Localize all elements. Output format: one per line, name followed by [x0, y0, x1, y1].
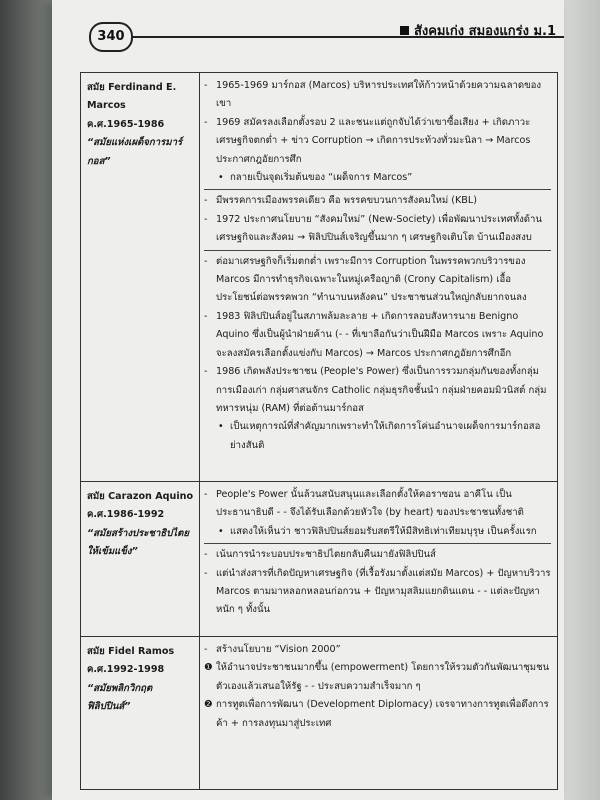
bullet-marker: -	[204, 644, 208, 655]
sub-bullet-item	[204, 418, 551, 455]
bullet-text: เป็นเหตุการณ์ที่สำคัญมากเพราะทำให้เกิดการโค่นอำนาจเผด็จการมาร์กอสอย่างสันติ	[230, 421, 541, 451]
bullet-text: การทูตเพื่อการพัฒนา (Development Diplomacy) เจรจาทางการทูตเพื่อดึงการค้า + การลงทุนมาสู่ประเทศ	[216, 699, 549, 729]
bullet-text: People's Power นั้นล้วนสนับสนุนและเลือกตั้งให้คอราซอน อาคีโน เป็นประธานาธิบดี - - จึงได้รับเลือกด้วยหัวใจ (by heart) ของประชาชนทั้งชาติ	[216, 489, 524, 519]
row-divider	[204, 189, 551, 190]
content-cell	[200, 637, 558, 790]
era-years: ค.ศ.1986-1992	[87, 509, 165, 521]
bullet-marker: •	[218, 525, 224, 537]
bullet-item	[204, 192, 551, 210]
bullet-item	[204, 696, 551, 733]
bullet-item	[204, 211, 551, 248]
bullet-item	[204, 546, 551, 564]
running-header	[400, 20, 556, 41]
bullet-marker: -	[204, 255, 208, 267]
sub-bullet-item	[204, 523, 551, 541]
era-cell	[81, 482, 200, 637]
bullet-text: ให้อำนาจประชาชนมากขึ้น (empowerment) โดยการให้รวมตัวกันพัฒนาชุมชนตัวเองแล้วเสนอให้รัฐ - - ประสบความสำเร็จมาก ๆ	[216, 662, 550, 692]
bullet-text: สร้างนโยบาย “Vision 2000”	[216, 644, 341, 655]
number-marker-icon: ❶	[204, 662, 213, 674]
bullet-item	[204, 565, 551, 620]
bullet-text: ต่อมาเศรษฐกิจก็เริ่มตกต่ำ เพราะมีการ Corruption ในพรรคพวกบริวารของ Marcos มีการทำธุรกิจเฉพาะในหมู่เครือญาติ (Crony Capitalism) เอื้อประโยชน์ต่อพรรคพวก “ทำนาบนหลังคน” ประชาชนส่วนใหญ่กลับยากจนลง	[216, 255, 527, 304]
bullet-item	[204, 659, 551, 696]
content-cell	[200, 73, 558, 482]
next-page-edge	[560, 0, 600, 800]
bullet-item	[204, 363, 551, 418]
bullet-item	[204, 77, 551, 114]
square-bullet-icon	[400, 26, 409, 35]
table-row	[81, 482, 558, 637]
bullet-marker: -	[204, 310, 208, 322]
era-slogan: “สมัยแห่งเผด็จการมาร์กอส”	[87, 137, 183, 167]
bullet-marker: -	[204, 213, 208, 225]
bullet-marker: •	[218, 172, 224, 184]
bullet-text: แต่นำส่งสารที่เกิดปัญหาเศรษฐกิจ (ที่เรื้อรังมาตั้งแต่สมัย Marcos) + ปัญหาบริวาร Marcos ตามมาหลอกหลอนก่อกวน + ปัญหามุสลิมแยกดินแดน - - แต่ละปัญหาหนัก ๆ ทั้งนั้น	[216, 567, 551, 616]
table-row	[81, 637, 558, 790]
bullet-text: แสดงให้เห็นว่า ชาวฟิลิปปินส์ยอมรับสตรีให้มีสิทธิเท่าเทียมบุรุษ เป็นครั้งแรก	[230, 525, 537, 537]
bullet-text: กลายเป็นจุดเริ่มต้นของ “เผด็จการ Marcos”	[230, 172, 413, 184]
bullet-text: เน้นการนำระบอบประชาธิปไตยกลับคืนมายังฟิลิปปินส์	[216, 549, 436, 561]
bullet-marker: -	[204, 195, 208, 207]
era-years: ค.ศ.1965-1986	[87, 118, 165, 130]
sub-bullet-item	[204, 169, 551, 187]
row-divider	[204, 250, 551, 251]
era-slogan: “สมัยสร้างประชาธิปไตยให้เข้มแข็ง”	[87, 527, 189, 558]
number-marker-icon: ❷	[204, 699, 213, 711]
bullet-marker: -	[204, 366, 208, 378]
bullet-item	[204, 641, 551, 659]
bullet-text: 1972 ประกาศนโยบาย “สังคมใหม่” (New-Society) เพื่อพัฒนาประเทศทั้งด้านเศรษฐกิจและสังคม → ฟิลิปปินส์เจริญขึ้นมาก ๆ เศรษฐกิจเติบโต บ้านเมืองสงบ	[216, 213, 542, 244]
bullet-text: 1965-1969 มาร์กอส (Marcos) บริหารประเทศให้ก้าวหน้าด้วยความฉลาดของเขา	[216, 80, 542, 110]
era-name: สมัย Fidel Ramos	[87, 646, 175, 657]
bullet-text: มีพรรคการเมืองพรรคเดียว คือ พรรคขบวนการสังคมใหม่ (KBL)	[216, 195, 477, 207]
era-cell	[81, 637, 200, 790]
bullet-marker: -	[204, 549, 208, 561]
era-name: สมัย Ferdinand E. Marcos	[87, 82, 177, 112]
era-years: ค.ศ.1992-1998	[87, 664, 165, 676]
bullet-item	[204, 308, 551, 363]
bullet-item	[204, 253, 551, 308]
bullet-marker: -	[204, 489, 208, 500]
row-divider	[204, 543, 551, 544]
running-header-title: สังคมเก่ง สมองแกร่ง ม.1	[413, 24, 556, 39]
book-spine-shadow	[0, 0, 52, 800]
era-cell	[81, 73, 200, 482]
bullet-text: 1986 เกิดพลังประชาชน (People's Power) ซึ่งเป็นการรวมกลุ่มกันของทั้งกลุ่มการเมืองเก่า กลุ่มศาสนจักร Catholic กลุ่มธุรกิจชั้นนำ กลุ่มฝ่ายคอมมิวนิสต์ กลุ่มทหารหนุ่ม (RAM) ที่ต่อต้านมาร์กอส	[216, 366, 547, 414]
bullet-item	[204, 486, 551, 523]
page-number: 340	[89, 22, 133, 52]
table-row	[81, 73, 558, 482]
bullet-marker: -	[204, 116, 208, 128]
history-table	[80, 72, 558, 790]
bullet-marker: •	[218, 421, 224, 433]
bullet-marker: -	[204, 567, 208, 579]
bullet-text: 1969 สมัครลงเลือกตั้งรอบ 2 และชนะแต่ถูกจับได้ว่าเขาซื้อเสียง + เกิดภาวะเศรษฐกิจตกต่ำ + ข่าว Corruption → เกิดการประท้วงทั่วมะนิลา → Marcos ประกาศกฎอัยการศึก	[216, 116, 531, 165]
era-slogan: “สมัยพลิกวิกฤตฟิลิปปินส์”	[87, 682, 153, 713]
bullet-item	[204, 114, 551, 169]
bullet-text: 1983 ฟิลิปปินส์อยู่ในสภาพล้มละลาย + เกิดการลอบสังหารนาย Benigno Aquino ซึ่งเป็นผู้นำฝ่ายค้าน (- - ที่เขาลือกันว่าเป็นฝีมือ Marcos เพราะ Aquino จะลงสมัครเลือกตั้งแข่งกับ Marcos) → Marcos ประกาศกฎอัยการศึกอีก	[216, 310, 544, 359]
book-page	[52, 0, 564, 800]
bullet-marker: -	[204, 80, 208, 91]
content-cell	[200, 482, 558, 637]
era-name: สมัย Carazon Aquino	[87, 491, 194, 502]
